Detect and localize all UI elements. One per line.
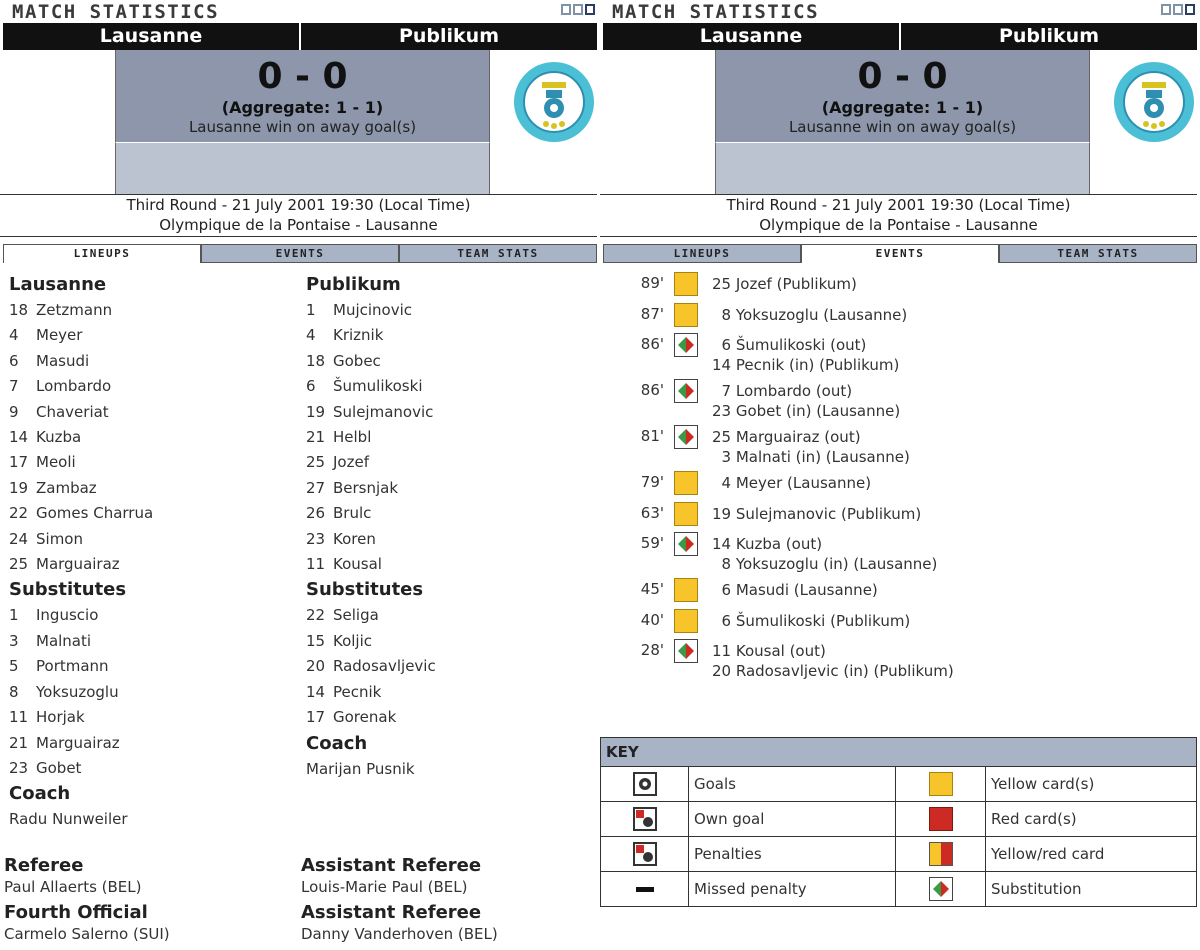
substitution-icon (930, 878, 952, 900)
tab-events[interactable]: EVENTS (201, 244, 399, 263)
player-name: Kuzba (36, 428, 82, 447)
assistant-referee-2-label: Assistant Referee (301, 902, 482, 923)
player-number: 6 (306, 377, 316, 396)
player-row (9, 425, 299, 450)
key-label: Own goal (689, 802, 896, 836)
substitute-row (306, 629, 596, 654)
key-title: KEY (601, 738, 1196, 767)
coach-name: Radu Nunweiler (9, 810, 128, 829)
own-goal-icon (633, 807, 657, 831)
player-row (306, 323, 596, 348)
substitution-icon (674, 425, 698, 449)
missed-penalty-icon (633, 877, 657, 901)
team-names-bar (3, 23, 597, 50)
score-box-footer (715, 142, 1090, 194)
team-heading: Lausanne (9, 274, 107, 295)
player-number: 17 (306, 708, 326, 727)
player-name: Marguairaz (36, 733, 120, 752)
player-number: 8 (9, 682, 19, 701)
publikum-crest-icon (1112, 60, 1196, 144)
key-label: Goals (689, 767, 896, 801)
coach-name: Marijan Pusnik (306, 759, 415, 778)
key-label: Yellow card(s) (991, 775, 1095, 793)
player-number: 11 (9, 708, 29, 727)
player-name: Zambaz (36, 478, 97, 497)
coach-heading: Coach (9, 783, 71, 805)
player-number: 27 (306, 478, 326, 497)
tab-lineups[interactable]: LINEUPS (3, 244, 201, 263)
player-number: 19 (306, 402, 326, 421)
yellow-card-icon (674, 502, 698, 526)
fourth-official-label: Fourth Official (4, 902, 148, 923)
event-minute: 81' (640, 427, 664, 445)
key-label: Substitution (991, 880, 1082, 898)
player-row (306, 374, 596, 399)
player-number: 19 (9, 478, 29, 497)
score-box-footer (115, 142, 490, 194)
key-label: Red card(s) (991, 810, 1077, 828)
player-number: 22 (9, 504, 29, 523)
player-name: Helbl (333, 428, 372, 447)
event-minute: 89' (640, 274, 664, 292)
substitutes-heading: Substitutes (9, 579, 127, 601)
event-description: 8 Yoksuzoglu (Lausanne) (712, 305, 908, 324)
player-number: 4 (306, 326, 316, 345)
event-description: 4 Meyer (Lausanne) (712, 474, 872, 492)
player-number: 24 (9, 529, 29, 548)
assistant-referee-2-block (301, 902, 596, 944)
player-name: Kriznik (333, 326, 384, 345)
substitution-icon (675, 426, 697, 448)
key-row (601, 802, 1196, 837)
player-number: 23 (9, 758, 29, 777)
event-minute: 59' (640, 534, 664, 552)
player-name: Mujcinovic (333, 301, 413, 319)
player-name: Marguairaz (36, 555, 120, 574)
player-name: Jozef (333, 453, 369, 472)
player-name: Malnati (36, 631, 92, 650)
aggregate-score: (Aggregate: 1 - 1) (821, 98, 984, 117)
player-row (306, 425, 596, 450)
player-number: 26 (306, 504, 326, 523)
assistant-referee-2-name: Danny Vanderhoven (BEL) (301, 925, 498, 943)
substitute-row (9, 756, 299, 781)
match-info (0, 194, 597, 237)
player-row (306, 527, 596, 552)
penalty-icon (633, 842, 657, 866)
player-number: 20 (306, 657, 326, 676)
player-row (306, 476, 596, 501)
substitution-icon-box (929, 877, 953, 901)
player-number: 18 (306, 351, 326, 370)
publikum-crest-icon (512, 60, 596, 144)
assistant-referee-block (301, 855, 596, 897)
fourth-official-block (4, 902, 299, 944)
player-name: Meyer (36, 326, 83, 345)
away-lineup (306, 272, 596, 782)
player-number: 7 (9, 377, 19, 396)
event-minute: 45' (640, 580, 664, 598)
referee-label: Referee (4, 855, 84, 876)
player-name: Brulc (333, 504, 372, 523)
player-name: Masudi (36, 351, 90, 370)
substitution-icon (675, 533, 697, 555)
key-label: Yellow/red card (991, 845, 1105, 863)
venue: Olympique de la Pontaise - Lausanne (759, 216, 1038, 234)
substitute-row (9, 629, 299, 654)
substitute-row (9, 654, 299, 679)
yellow-card-icon (674, 578, 698, 602)
player-row (306, 552, 596, 577)
event-minute: 86' (640, 381, 664, 399)
coach-heading: Coach (306, 732, 368, 754)
score-box (715, 50, 1090, 142)
substitute-row (306, 654, 596, 679)
aggregate-note: Lausanne win on away goal(s) (788, 118, 1017, 136)
match-stats-panel-events (600, 0, 1197, 950)
yellow-card-icon (929, 772, 953, 796)
yellow-card-icon (674, 609, 698, 633)
key-icon-cell (601, 767, 689, 801)
substitute-row (306, 705, 596, 730)
key-label: Missed penalty (689, 872, 896, 906)
venue: Olympique de la Pontaise - Lausanne (159, 216, 438, 234)
substitute-row (9, 603, 299, 628)
player-row (306, 349, 596, 374)
event-minute: 86' (640, 335, 664, 353)
aggregate-note: Lausanne win on away goal(s) (188, 118, 417, 136)
assistant-referee-name: Louis-Marie Paul (BEL) (301, 878, 468, 896)
restore-button[interactable] (573, 4, 583, 15)
player-number: 21 (306, 428, 326, 447)
player-name: Šumulikoski (333, 377, 423, 396)
substitution-icon (675, 640, 697, 662)
event-minute: 63' (640, 503, 664, 522)
player-name: Sulejmanovic (333, 402, 434, 421)
player-number: 15 (306, 631, 326, 650)
key-row (601, 872, 1196, 906)
window-controls (561, 4, 595, 15)
player-name: Koljic (333, 631, 373, 650)
player-name: Portmann (36, 657, 109, 676)
away-team-name: Publikum (998, 25, 1100, 47)
event-description: 11 Kousal (out) 20 Radosavljevic (in) (Publikum) (712, 642, 954, 680)
substitute-row (306, 680, 596, 705)
goal-icon (633, 772, 657, 796)
player-name: Simon (36, 529, 83, 548)
player-name: Seliga (333, 606, 379, 625)
event-minute: 40' (640, 610, 664, 629)
event-description: 6 Šumulikoski (out) 14 Pecnik (in) (Publikum) (712, 336, 900, 374)
player-number: 21 (9, 733, 29, 752)
tab-bar (3, 244, 597, 263)
substitutes-heading: Substitutes (306, 579, 424, 601)
player-number: 1 (306, 301, 316, 319)
player-number: 14 (9, 428, 29, 447)
home-team-name: Lausanne (3, 23, 301, 50)
tab-bar (603, 244, 1197, 263)
substitution-icon (674, 639, 698, 663)
tab-events[interactable]: EVENTS (801, 244, 999, 263)
red-card-icon (929, 807, 953, 831)
key-icon-cell (601, 802, 689, 836)
panel-header (600, 0, 1197, 22)
yellow-card-icon (674, 272, 698, 296)
key-icon-cell (896, 837, 986, 871)
event-description: 7 Lombardo (out) 23 Gobet (in) (Lausanne) (712, 382, 901, 420)
player-number: 5 (9, 657, 19, 676)
player-row (9, 298, 299, 323)
team-names-bar (603, 23, 1197, 50)
player-name: Gobet (36, 758, 82, 777)
tab-lineups[interactable]: LINEUPS (603, 244, 801, 263)
player-row (9, 374, 299, 399)
key-icon-cell (896, 802, 986, 836)
substitute-row (9, 705, 299, 730)
player-name: Zetzmann (36, 301, 113, 319)
player-name: Kousal (333, 555, 382, 574)
event-description: 25 Jozef (Publikum) (712, 275, 857, 293)
player-name: Lombardo (36, 377, 112, 396)
player-name: Gomes Charrua (36, 504, 154, 523)
player-name: Horjak (36, 708, 85, 727)
player-number: 17 (9, 453, 29, 472)
player-row (9, 527, 299, 552)
fourth-official-name: Carmelo Salerno (SUI) (4, 925, 170, 943)
player-name: Bersnjak (333, 478, 399, 497)
event-minute: 28' (640, 641, 664, 659)
player-row (9, 323, 299, 348)
panel-header (0, 0, 597, 22)
yellow-card-icon (674, 471, 698, 495)
event-minute: 79' (640, 473, 664, 491)
substitution-icon (675, 380, 697, 402)
round-date: Third Round - 21 July 2001 19:30 (Local Time) (126, 196, 471, 214)
aggregate-score: (Aggregate: 1 - 1) (221, 98, 384, 117)
key-icon-cell (896, 767, 986, 801)
player-name: Gobec (333, 351, 381, 370)
event-description: 25 Marguairaz (out) 3 Malnati (in) (Lausanne) (712, 428, 910, 466)
player-number: 1 (9, 606, 19, 625)
player-number: 9 (9, 402, 19, 421)
player-number: 6 (9, 351, 19, 370)
player-number: 11 (306, 555, 326, 574)
maximize-button[interactable] (585, 4, 595, 15)
team-heading: Publikum (306, 274, 401, 295)
substitute-row (306, 603, 596, 628)
player-name: Gorenak (333, 708, 397, 727)
tab-team-stats[interactable]: TEAM STATS (999, 244, 1197, 263)
restore-button[interactable] (1173, 4, 1183, 15)
player-name: Chaveriat (36, 402, 109, 421)
player-number: 25 (9, 555, 29, 574)
player-number: 22 (306, 606, 326, 625)
player-row (306, 501, 596, 526)
tab-team-stats[interactable]: TEAM STATS (399, 244, 597, 263)
player-row (9, 450, 299, 475)
score: 0 - 0 (857, 56, 948, 97)
player-number: 14 (306, 682, 326, 701)
player-row (306, 450, 596, 475)
player-row (9, 501, 299, 526)
home-lineup (9, 272, 299, 833)
away-team-name: Publikum (398, 25, 500, 47)
player-row (9, 552, 299, 577)
player-number: 25 (306, 453, 326, 472)
player-row (9, 349, 299, 374)
score-box (115, 50, 490, 142)
assistant-referee-label: Assistant Referee (301, 855, 482, 876)
event-minute: 87' (640, 304, 664, 323)
player-name: Yoksuzoglu (36, 682, 119, 701)
key-icon-cell (896, 872, 986, 906)
minimize-button[interactable] (1161, 4, 1171, 15)
window-controls (1161, 4, 1195, 15)
home-team-name: Lausanne (603, 23, 901, 50)
score: 0 - 0 (257, 56, 348, 97)
referee-name: Paul Allaerts (BEL) (4, 878, 142, 896)
player-number: 23 (306, 529, 326, 548)
substitution-icon (674, 333, 698, 357)
minimize-button[interactable] (561, 4, 571, 15)
event-description: 6 Masudi (Lausanne) (712, 581, 878, 599)
key-rows (601, 767, 1196, 906)
event-description: 6 Šumulikoski (Publikum) (712, 611, 911, 630)
player-number: 18 (9, 301, 29, 319)
referee-block (4, 855, 299, 897)
maximize-button[interactable] (1185, 4, 1195, 15)
player-row (306, 400, 596, 425)
player-name: Pecnik (333, 682, 382, 701)
player-number: 3 (9, 631, 19, 650)
player-name: Inguscio (36, 606, 99, 625)
player-name: Meoli (36, 453, 76, 472)
key-icon-cell (601, 872, 689, 906)
player-row (9, 476, 299, 501)
substitution-icon (675, 334, 697, 356)
panel-title: MATCH STATISTICS (612, 1, 820, 23)
round-date: Third Round - 21 July 2001 19:30 (Local Time) (726, 196, 1071, 214)
player-name: Koren (333, 529, 376, 548)
substitution-icon (674, 379, 698, 403)
panel-title: MATCH STATISTICS (12, 1, 220, 23)
player-row (9, 400, 299, 425)
match-stats-panel-lineups (0, 0, 597, 950)
substitute-row (9, 731, 299, 756)
match-info (600, 194, 1197, 237)
player-number: 4 (9, 326, 19, 345)
key-row (601, 837, 1196, 872)
event-description: 19 Sulejmanovic (Publikum) (712, 504, 922, 523)
yellow-card-icon (674, 303, 698, 327)
player-name: Radosavljevic (333, 657, 436, 676)
substitute-row (9, 680, 299, 705)
key-icon-cell (601, 837, 689, 871)
key-row (601, 767, 1196, 802)
yellow-red-card-icon (929, 842, 953, 866)
key-table (600, 737, 1197, 907)
substitution-icon (674, 532, 698, 556)
player-row (306, 298, 596, 323)
event-description: 14 Kuzba (out) 8 Yoksuzoglu (in) (Lausanne) (712, 535, 938, 573)
key-label: Penalties (689, 837, 896, 871)
